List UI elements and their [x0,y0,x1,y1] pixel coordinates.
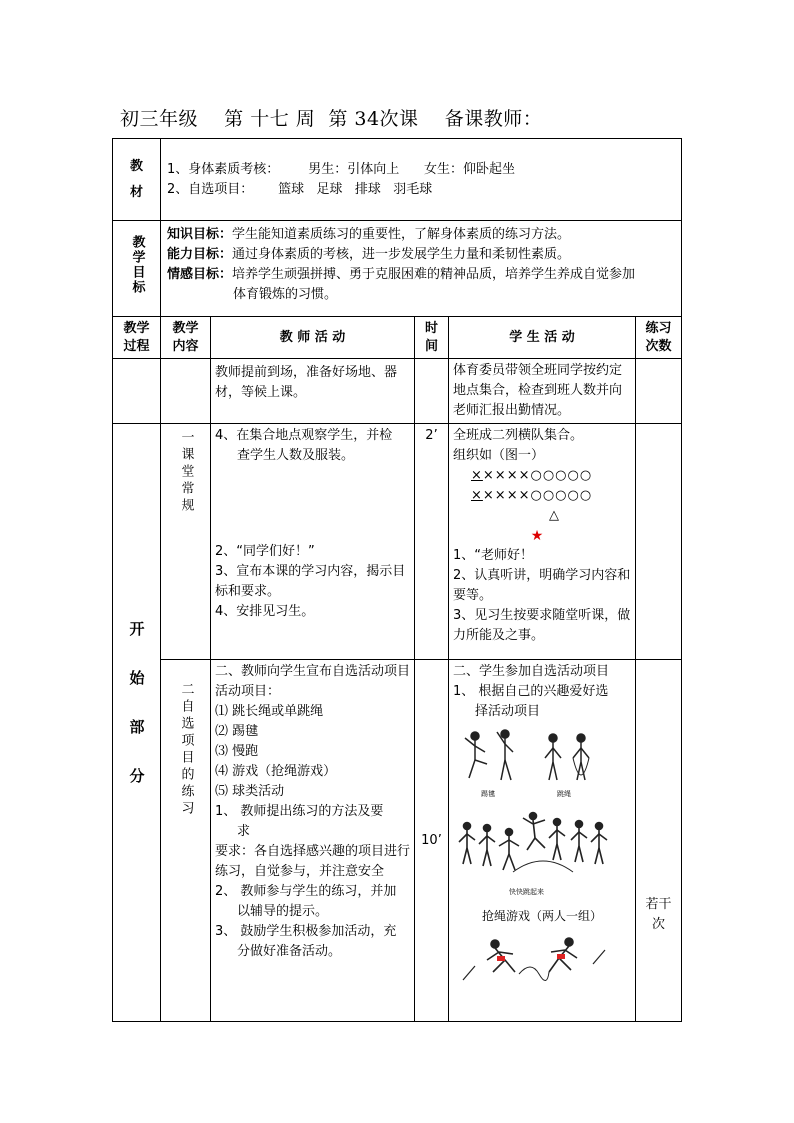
header-teacher [211,317,415,359]
header-student [449,317,636,359]
jumper [591,823,607,865]
jumper [479,825,495,867]
objectives-label-cell [113,221,161,317]
start-line-right [593,950,605,964]
materials-line-2: 2、自选项目： 篮球 足球 排球 羽毛球 [167,181,433,197]
optional-item: ⑵ 踢毽 [215,724,259,739]
pre-teacher-cell [211,359,415,424]
optional-items-label: 活动项目： [215,684,281,699]
routine-teacher-2: 2、“同学们好！” [215,544,315,559]
header-process [113,317,161,359]
jumper [459,823,475,865]
optional-student-cell [449,660,636,1022]
optional-item: ⑴ 跳长绳或单跳绳 [215,704,324,719]
pre-time-cell [415,359,449,424]
formation-row-2-rest: ××××○○○○○ [482,488,593,503]
pre-teacher-text: 教师提前到场，准备好场地、器材，等候上课。 [215,365,398,400]
optional-item: ⑶ 慢跑 [215,744,259,759]
header-time-text: 时 间 [424,320,438,354]
header-time [415,317,449,359]
player-right [549,938,577,972]
materials-label: 教 材 [129,158,143,200]
optional-student-title: 二、学生参加自选活动项目 [453,664,610,679]
knowledge-text: 学生能知道素质练习的重要性，了解身体素质的练习方法。 [232,227,571,242]
objectives-label: 教学目标 [129,235,145,295]
optional-content: 二自选项目的练习 [178,682,194,818]
routine-content: 一课堂常规 [178,430,194,515]
optional-student-s1: 1、 根据自己的兴趣爱好选 [453,684,609,699]
emotion-text-2: 体育锻炼的习惯。 [233,287,338,302]
optional-teacher-t3b: 分做好准备活动。 [237,944,342,959]
optional-teacher-t2b: 以辅导的提示。 [237,904,329,919]
objectives-cell [161,221,682,317]
routine-student-5: 3、见习生按要求随堂听课，做力所能及之事。 [453,608,631,643]
header-process-text: 教学 过程 [123,320,150,354]
player-left [487,940,515,972]
pre-student-cell [449,359,636,424]
kicking-figure [465,730,513,780]
optional-content-cell [161,660,211,1022]
fig2-caption: 快快跳起来 [509,888,544,896]
header-student-text: 学 生 活 动 [509,329,575,345]
pre-student-text: 体育委员带领全班同学按约定地点集合，检查到班人数并向老师汇报出勤情况。 [453,363,623,418]
ability-text: 通过身体素质的考核，进一步发展学生力量和柔韧性素质。 [232,247,571,262]
optional-student-s1b: 择活动项目 [475,704,541,719]
routine-teacher-4: 4、安排见习生。 [215,604,315,619]
header-reps-text: 练习 次数 [645,320,672,354]
optional-reps-cell [636,660,682,1022]
formation-row-1-rest: ××××○○○○○ [482,468,593,483]
page-title: 初三年级 第 十七 周 第 34次课 备课教师： [120,108,543,130]
routine-reps-cell [636,424,682,660]
ability-label: 能力目标： [167,247,233,262]
routine-student-3: 1、“老师好！ [453,548,534,563]
formation-triangle: △ [549,508,559,523]
formation-row-2 [453,486,631,506]
optional-time: 10’ [421,832,442,848]
optional-teacher-t1b: 求 [237,824,251,839]
optional-item: ⑷ 游戏（抢绳游戏） [215,764,337,779]
pre-content-cell [161,359,211,424]
optional-requirement: 要求：各自选择感兴趣的项目进行练习，自觉参与，并注意安全 [215,844,411,879]
jumprope-figure [545,734,589,780]
routine-student-2: 组织如（图一） [453,448,545,463]
formation-row-1-leader: × [471,468,483,483]
routine-student-cell [449,424,636,660]
emotion-text: 培养学生顽强拼搏、勇于克服困难的精神品质，培养学生养成自觉参加 [232,267,636,282]
routine-student-1: 全班成二列横队集合。 [453,428,584,443]
header-teacher-text: 教 师 活 动 [279,329,346,345]
header-content-text: 教学 内容 [172,320,199,354]
materials-line-1: 1、身体素质考核： 男生：引体向上 女生：仰卧起坐 [167,161,515,177]
optional-teacher-title: 二、教师向学生宣布自选活动项目 [215,664,411,679]
optional-teacher-t1: 1、 教师提出练习的方法及要 [215,804,384,819]
header-reps [636,317,682,359]
routine-time-cell [415,424,449,660]
materials-label-cell [113,139,161,221]
routine-time: 2’ [425,428,438,443]
jumper [499,829,519,871]
optional-teacher-t2: 2、 教师参与学生的练习，并加 [215,884,397,899]
materials-cell [161,139,682,221]
pre-reps-cell [636,359,682,424]
section-label: 开始部分 [127,621,146,817]
optional-teacher-t3: 3、 鼓励学生积极参加活动，充 [215,924,397,939]
formation-row-1 [453,466,631,486]
fig3-caption: 抢绳游戏（两人一组） [481,909,602,923]
start-line-left [463,966,475,980]
rope-grab-game-figure [453,930,613,986]
rope [519,967,549,981]
routine-teacher-1: 4、在集合地点观察学生，并检 [215,428,393,443]
fig1-caption-left: 踢毽 [481,790,495,798]
rope [513,861,573,872]
emotion-label: 情感目标： [167,267,233,282]
jumper [523,813,545,851]
header-content [161,317,211,359]
group-jump-figure [453,806,613,902]
routine-student-4: 2、认真听讲，明确学习内容和要等。 [453,568,631,603]
optional-reps: 若干次 [645,896,672,932]
section-label-cell [113,424,161,1022]
optional-item: ⑸ 球类活动 [215,784,285,799]
optional-time-cell [415,660,449,1022]
routine-teacher-1b: 查学生人数及服装。 [237,448,355,463]
pre-process-cell [113,359,161,424]
routine-teacher-cell [211,424,415,660]
routine-content-cell [161,424,211,660]
shuttlecock-jumprope-figure [453,726,613,802]
formation-row-2-leader: × [471,488,483,503]
jumper [571,821,587,863]
lesson-plan-table [112,138,682,1022]
routine-teacher-3: 3、宣布本课的学习内容，揭示目标和要求。 [215,564,406,599]
optional-teacher-cell [211,660,415,1022]
teacher-star-icon: ★ [530,528,544,544]
jumper [549,819,565,861]
knowledge-label: 知识目标： [167,227,233,242]
fig1-caption-right: 跳绳 [557,790,571,798]
